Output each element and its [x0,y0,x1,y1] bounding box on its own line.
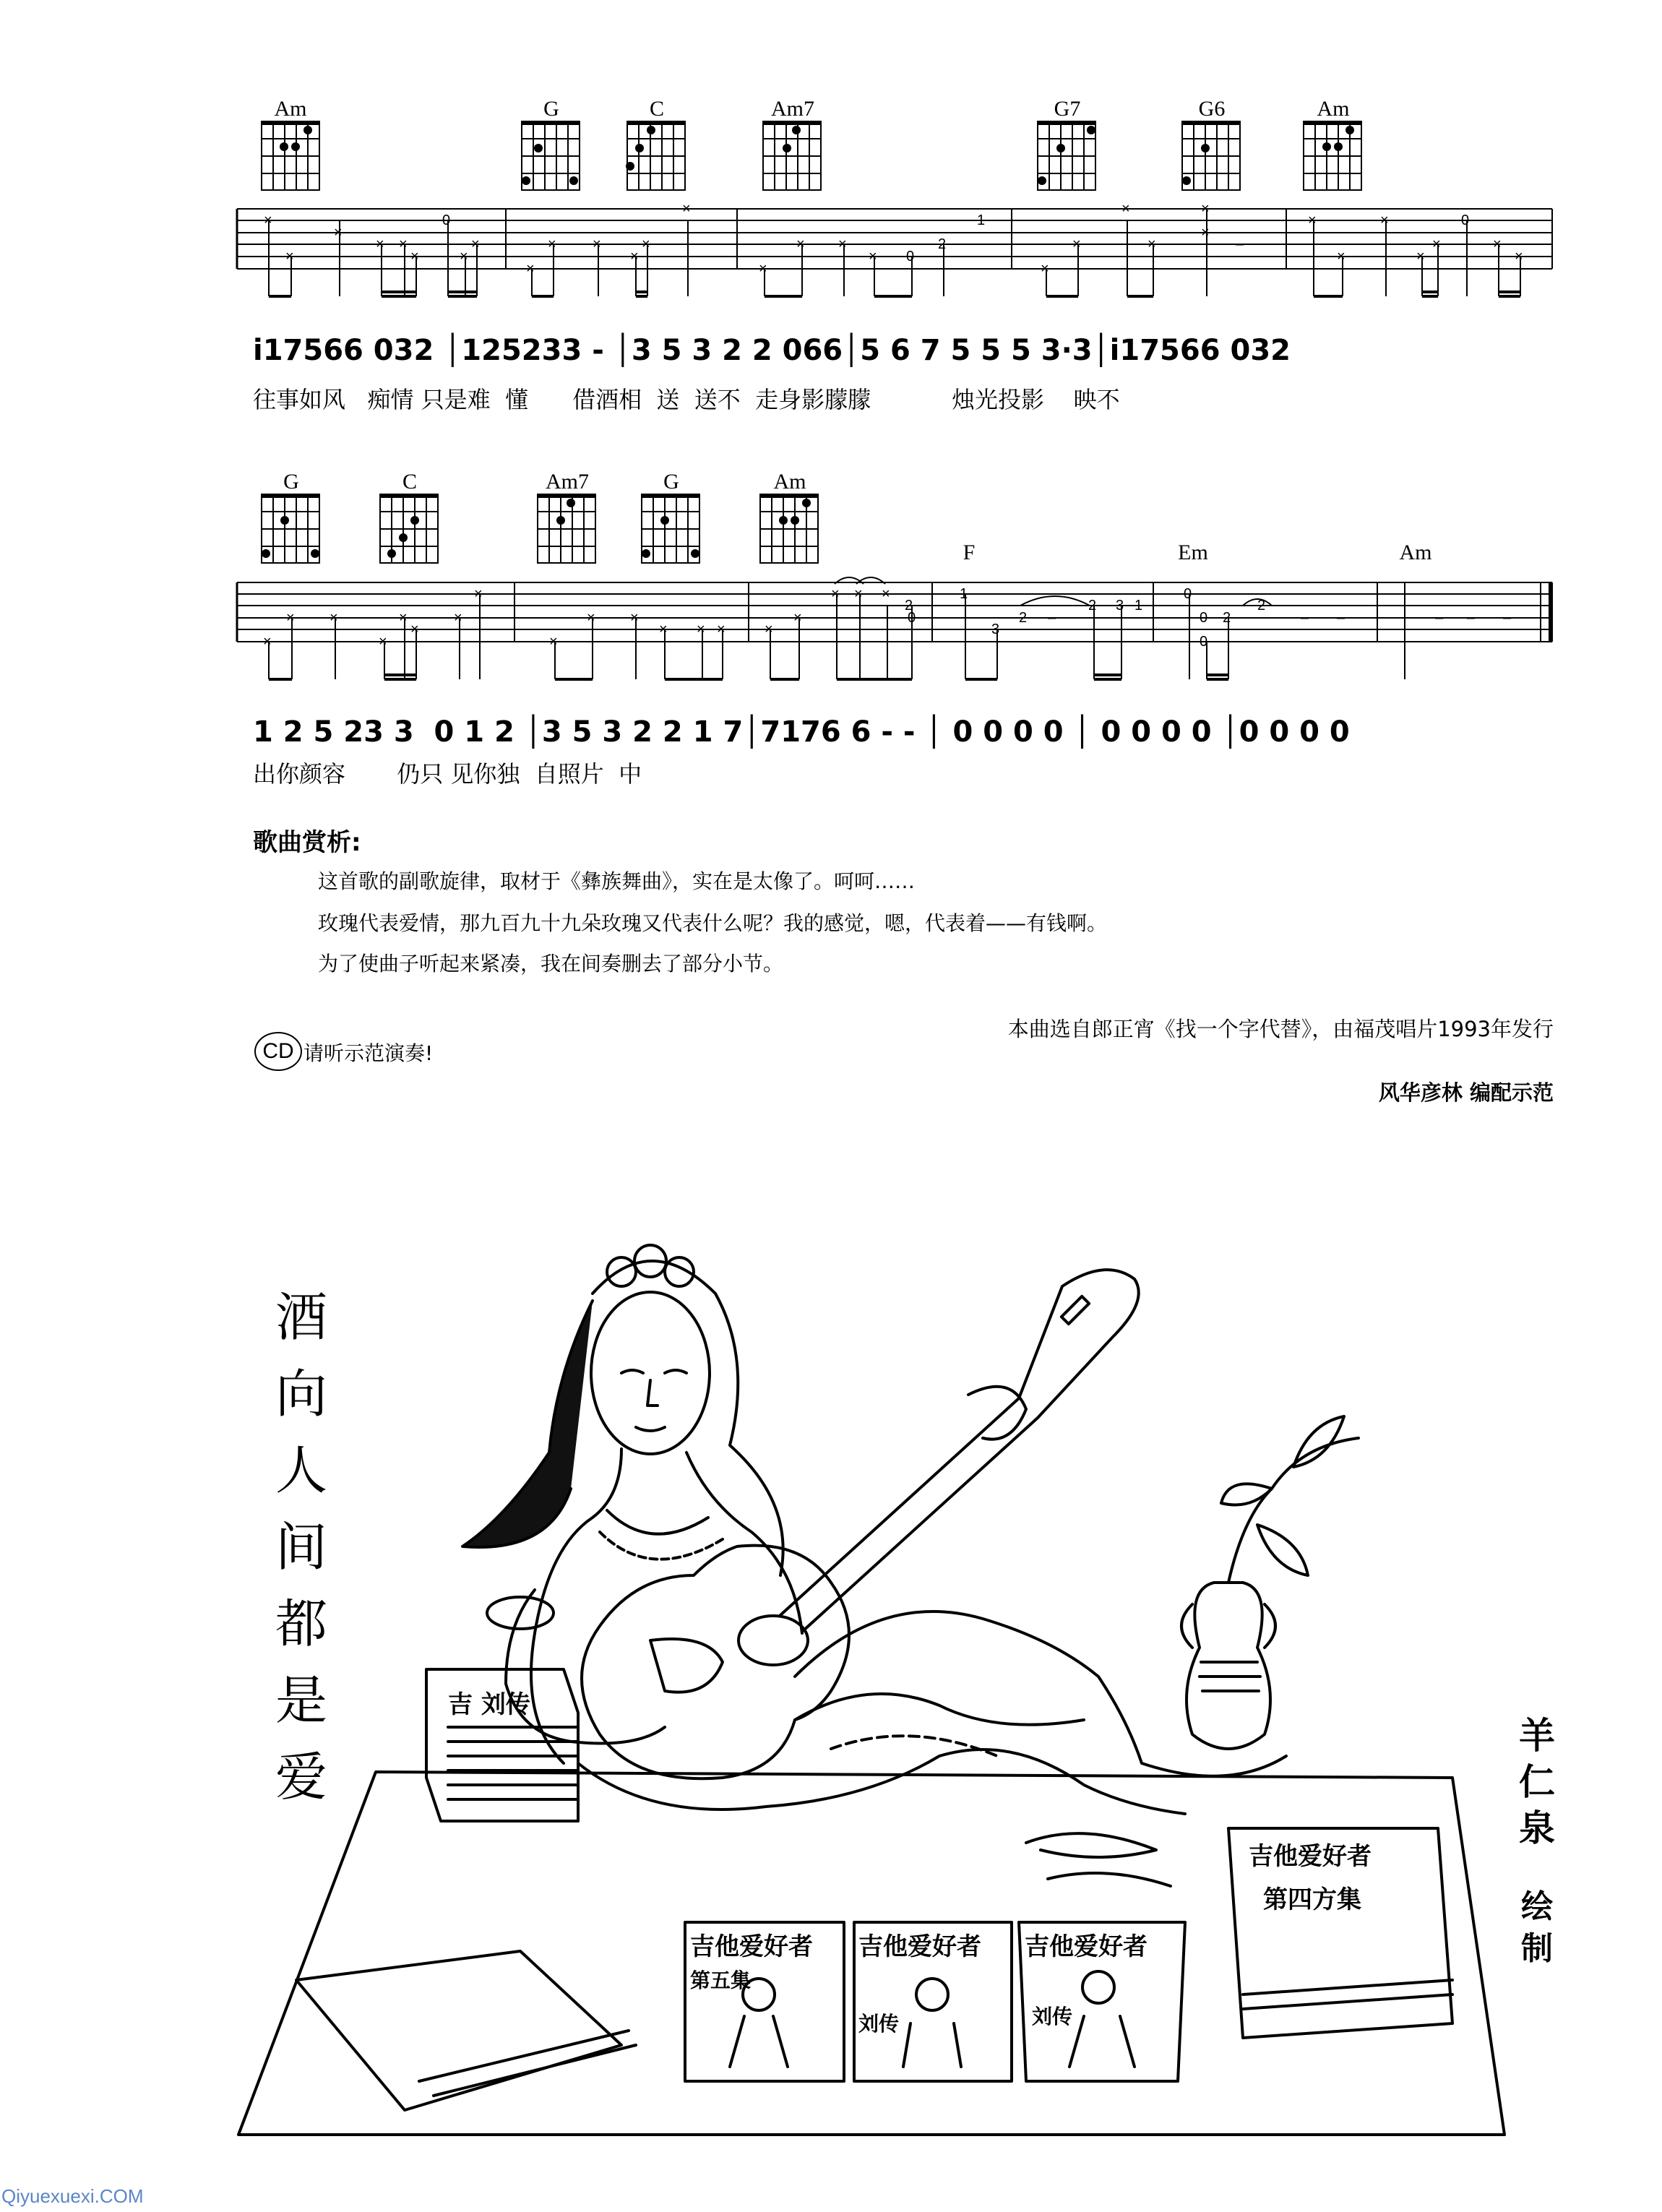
magazine-sub: 第五集 [690,1968,752,1992]
svg-text:×: × [1121,201,1130,217]
svg-text:×: × [796,236,805,252]
title-char: 是 [275,1670,327,1731]
svg-text:×: × [264,212,272,228]
svg-text:×: × [697,621,705,637]
svg-text:0: 0 [1200,610,1208,626]
svg-text:×: × [454,610,462,626]
svg-text:×: × [1337,249,1345,264]
svg-text:–: – [1503,610,1512,626]
svg-text:0: 0 [908,610,916,626]
chord-name: G [283,470,299,494]
title-char: 酒 [275,1287,327,1348]
svg-text:×: × [1308,212,1317,228]
svg-text:2: 2 [1223,610,1231,626]
chord-name: Am [773,470,806,494]
svg-text:0: 0 [1461,212,1470,228]
svg-text:2: 2 [1088,598,1097,614]
svg-text:–: – [1048,610,1056,626]
artist-char: 泉 [1519,1807,1555,1849]
svg-text:×: × [659,621,668,637]
svg-text:×: × [285,249,294,264]
svg-text:×: × [587,610,595,626]
svg-text:×: × [1432,236,1441,252]
chord-name: Em [1178,541,1208,564]
svg-text:1: 1 [960,586,968,602]
chord-name: F [963,541,976,564]
guitar-headstock [1019,1270,1139,1418]
svg-text:×: × [869,249,877,264]
arranger-credit: 风华彦林 编配示范 [1378,1080,1554,1105]
svg-text:×: × [882,586,890,602]
svg-text:×: × [854,586,863,602]
svg-text:–: – [1301,610,1309,626]
artist-char: 羊 [1519,1715,1555,1757]
analysis-heading: 歌曲赏析: [253,828,361,857]
jianpu-line-1: i̇17566 032 │125233 - │3 5 3 2 2 066│5 6 7 5 5 5 3·3│i̇17566 032 [253,334,1291,367]
lyrics-line-1: 往事如风 痴情 只是难 懂 借酒相 送 送不 走身影朦朦 烛光投影 映不 [253,386,1120,413]
svg-text:×: × [831,586,840,602]
title-char: 向 [275,1364,327,1424]
svg-text:×: × [471,236,480,252]
vase [1187,1583,1270,1749]
svg-text:×: × [1493,236,1502,252]
artist-role-char: 制 [1521,1930,1553,1967]
guitar-neck [780,1398,1019,1615]
chord-name: Am [1399,541,1432,564]
svg-text:×: × [474,586,483,602]
hair-left [462,1301,593,1547]
svg-text:×: × [549,634,558,650]
analysis-line: 玫瑰代表爱情，那九百九十九朵玫瑰又代表什么呢？我的感觉，嗯，代表着——有钱啊。 [318,911,1108,935]
svg-text:–: – [1337,610,1345,626]
title-char: 都 [275,1593,327,1654]
lyrics-line-2: 出你颜容 仍只 见你独 自照片 中 [253,760,642,788]
svg-text:×: × [548,236,556,252]
svg-text:×: × [717,621,725,637]
svg-text:×: × [410,249,419,264]
svg-text:2: 2 [1257,598,1266,614]
cd-icon: CD [254,1032,302,1071]
svg-text:0: 0 [1200,634,1208,650]
svg-text:×: × [1041,261,1049,277]
svg-text:×: × [642,236,650,252]
svg-text:×: × [410,621,419,637]
svg-text:×: × [1148,236,1156,252]
svg-text:×: × [263,634,272,650]
svg-text:×: × [630,249,639,264]
artist-role-char: 绘 [1521,1888,1553,1925]
svg-text:×: × [1515,249,1523,264]
svg-text:×: × [1201,225,1210,241]
svg-text:2: 2 [1019,610,1028,626]
plant-stem [1228,1438,1359,1583]
svg-text:×: × [759,261,767,277]
chord-name: Am7 [771,97,814,121]
svg-text:×: × [399,610,408,626]
svg-text:×: × [682,201,691,217]
title-char: 间 [275,1517,327,1578]
svg-text:–: – [1435,610,1444,626]
svg-text:–: – [1236,236,1244,252]
svg-text:×: × [1201,201,1210,217]
jianpu-line-2: 1 2 5 23 3 0 1 2 │3 5 3 2 2 1 7│7176 6 - - │ 0 0 0 0 │ 0 0 0 0 │0 0 0 0 [253,715,1350,749]
artist-char: 仁 [1519,1761,1555,1803]
svg-text:×: × [793,610,802,626]
magazine-title: 吉他爱好者 [858,1932,981,1961]
magazine-floor [296,1951,621,2110]
svg-text:×: × [379,634,387,650]
chord-name: Am7 [546,470,589,494]
svg-text:×: × [526,261,535,277]
svg-text:2: 2 [938,236,947,252]
sound-hole [739,1616,808,1665]
chord-name: Am [274,97,307,121]
book-stack-label: 吉 刘传 [448,1690,530,1719]
svg-text:3: 3 [991,621,1000,637]
svg-text:×: × [330,610,338,626]
chord-name: G7 [1054,97,1081,121]
magazine-sub: 刘传 [858,2012,900,2036]
title-char: 人 [275,1440,327,1501]
svg-text:3: 3 [1116,598,1124,614]
chord-name: Am [1317,97,1350,121]
magazine-sub: 刘传 [1032,2005,1073,2028]
source-note: 本曲选自郎正宵《找一个字代替》，由福茂唱片1993年发行 [1007,1017,1554,1041]
magazine-title: 吉他爱好者 [690,1932,813,1961]
svg-text:1: 1 [977,212,986,228]
chord-name: G [543,97,559,121]
title-char: 爱 [275,1747,327,1807]
chord-name: C [402,470,417,494]
watermark: Qiyuexuexi.COM [1,2185,144,2207]
svg-text:1: 1 [1134,598,1143,614]
magazine-title: 吉他爱好者 [1249,1842,1372,1871]
svg-text:×: × [286,610,295,626]
svg-text:×: × [765,621,773,637]
cd-note: 请听示范演奏! [303,1041,434,1065]
svg-text:–: – [1467,610,1476,626]
svg-text:×: × [376,236,384,252]
svg-text:×: × [334,225,343,241]
chord-name: G [663,470,679,494]
chord-name: G6 [1198,97,1226,121]
svg-text:×: × [1380,212,1389,228]
svg-text:×: × [399,236,408,252]
svg-text:2: 2 [905,598,913,614]
svg-text:0: 0 [442,212,451,228]
analysis-line: 这首歌的副歌旋律，取材于《彝族舞曲》，实在是太像了。呵呵…… [318,869,916,893]
svg-text:×: × [460,249,468,264]
svg-text:×: × [838,236,847,252]
svg-text:×: × [630,610,639,626]
svg-text:0: 0 [906,249,915,264]
svg-text:0: 0 [1184,586,1192,602]
magazine-title: 吉他爱好者 [1025,1932,1148,1961]
analysis-line: 为了使曲子听起来紧凑，我在间奏删去了部分小节。 [318,952,784,976]
magazine-sub: 第四方集 [1263,1885,1361,1914]
svg-text:×: × [593,236,601,252]
svg-text:×: × [1416,249,1425,264]
chord-name: C [649,97,664,121]
svg-text:×: × [1072,236,1081,252]
